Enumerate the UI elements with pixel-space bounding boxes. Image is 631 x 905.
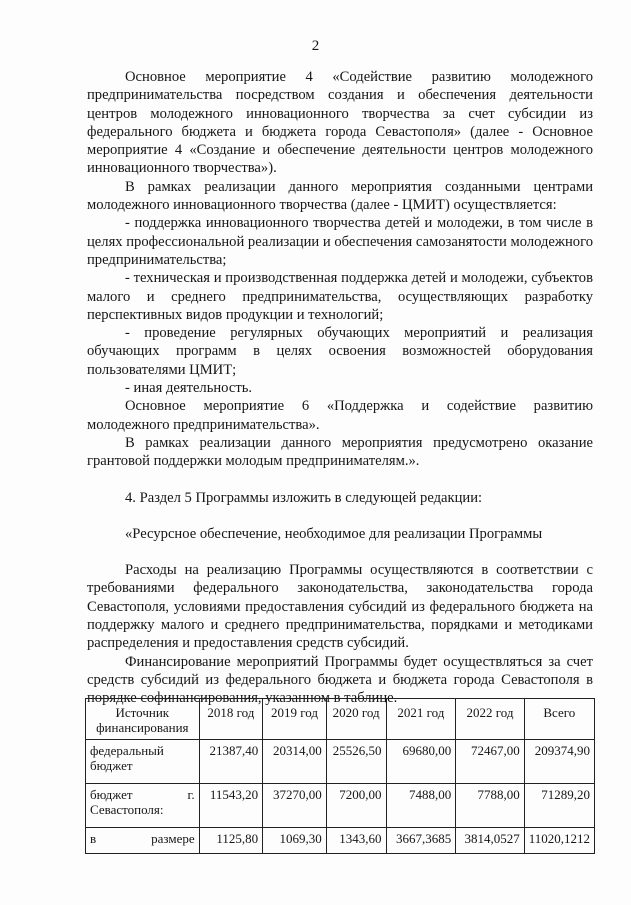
cell-value: 20314,00 [263,740,327,784]
page-number: 2 [311,38,320,54]
cell-value: 71289,20 [524,784,594,828]
cell-value: 11543,20 [199,784,263,828]
cell-value: 72467,00 [456,740,524,784]
section-amendment: 4. Раздел 5 Программы изложить в следующей редакции: [125,489,483,506]
list-item: - поддержка инновационного творчества детей и молодежи, в том числе в целях профессиональной реализации и обеспечения самозанятости молодежного предпринимательства; [87,215,594,268]
funding-table [85,698,595,854]
row-label: в размере [86,828,200,854]
cell-value: 1343,60 [326,828,386,854]
header-source: Источник финансирования [86,699,200,740]
row-label: федеральный бюджет [86,740,200,784]
cell-value: 7788,00 [456,784,524,828]
row-label: бюджет г. Севастополя: [86,784,200,828]
document-body [87,68,593,708]
list-item: - проведение регулярных обучающих мероприятий и реализация обучающих программ в целях освоения возможностей оборудования пользователями ЦМИТ; [87,325,593,378]
cell-value: 3814,0527 [456,828,524,854]
header-2019: 2019 год [263,699,327,740]
header-2021: 2021 год [386,699,456,740]
cell-value: 7200,00 [326,784,386,828]
cell-value: 1125,80 [199,828,263,854]
list-item: - иная деятельность. [125,380,253,397]
paragraph: Основное мероприятие 4 «Содействие развитию молодежного предпринимательства посредством создания и обеспечения деятельности центров молодежного инновационного творчества за счет субсидии из федерального бюджета и бюджета города Севастополя» (далее - Основное мероприятие 4 «Создание и обеспечение деятельности центров молодежного инновационного творчества»). [87,69,593,177]
paragraph: Финансирование мероприятий Программы будет осуществляться за счет средств субсидий из федерального бюджета и бюджета города Севастополя в порядке софинансирования, указанном в таблице. [87,653,593,707]
table-row [86,784,595,828]
cell-value: 37270,00 [263,784,327,828]
table-row [86,828,595,854]
paragraph: Расходы на реализацию Программы осуществляются в соответствии с требованиями федерального законодательства, законодательства города Севастополя, условиями предоставления субсидий из федерального бюджета на поддержку малого и среднего предпринимательства, порядками и методиками распределения и предоставления средств субсидий. [87,562,593,652]
cell-value: 21387,40 [199,740,263,784]
cell-value: 25526,50 [326,740,386,784]
cell-value: 209374,90 [524,740,594,784]
header-2018: 2018 год [199,699,263,740]
paragraph: В рамках реализации данного мероприятия предусмотрено оказание грантовой поддержки молодым предпринимателям.». [87,434,593,470]
cell-value: 11020,1212 [524,828,594,854]
cell-value: 3667,3685 [386,828,456,854]
cell-value: 1069,30 [263,828,327,854]
paragraph: Основное мероприятие 6 «Поддержка и содействие развитию молодежного предпринимательства». [87,398,593,433]
header-2022: 2022 год [456,699,524,740]
header-total: Всего [524,699,594,740]
table-header-row [86,699,595,740]
list-item: - техническая и производственная поддержка детей и молодежи, субъектов малого и среднего предпринимательства, осуществляющих разработку перспективных видов продукции и технологий; [87,270,593,323]
paragraph: В рамках реализации данного мероприятия созданными центрами молодежного инновационного творчества (далее - ЦМИТ) осуществляется: [87,178,593,214]
section-heading: «Ресурсное обеспечение, необходимое для реализации Программы [125,525,543,542]
cell-value: 69680,00 [386,740,456,784]
table-row [86,740,595,784]
cell-value: 7488,00 [386,784,456,828]
header-2020: 2020 год [326,699,386,740]
